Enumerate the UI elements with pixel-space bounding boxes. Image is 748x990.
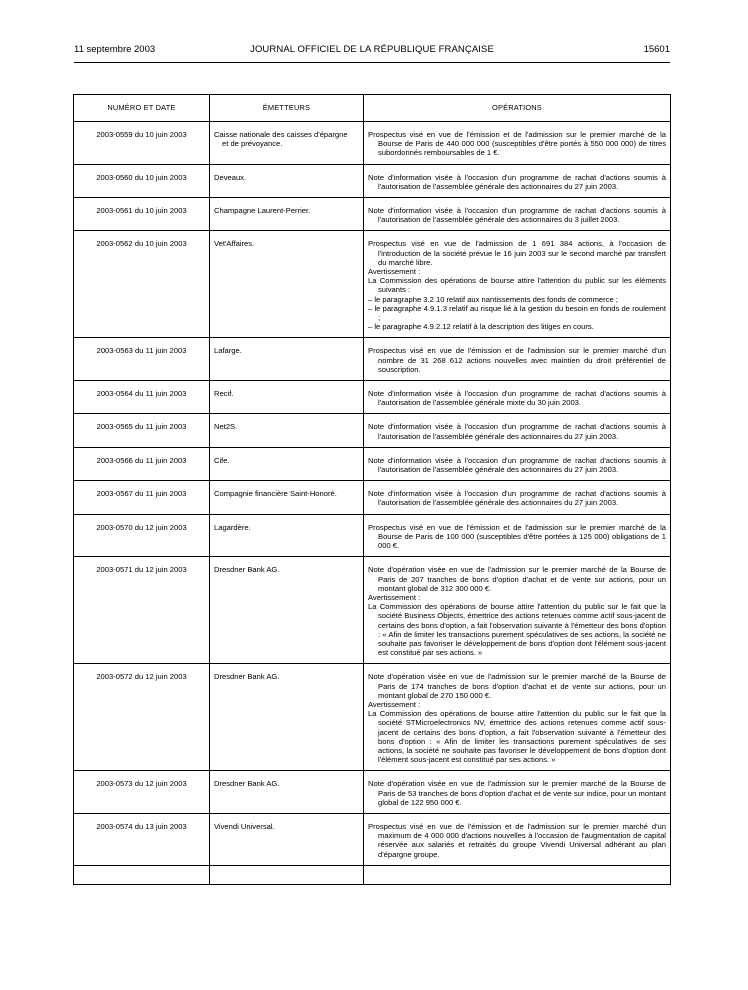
table-row bbox=[74, 122, 671, 165]
cell-issuer bbox=[210, 813, 364, 865]
issuer-line: Dresdner Bank AG. bbox=[214, 779, 280, 789]
issuer-line: Champagne Laurent-Perrier. bbox=[214, 206, 311, 216]
cell-number-date: 2003-0562 du 10 juin 2003 bbox=[74, 231, 210, 338]
cell-issuer bbox=[210, 164, 364, 197]
cell-operation bbox=[364, 481, 671, 514]
page-header bbox=[74, 44, 670, 58]
issuer-line: Dresdner Bank AG. bbox=[214, 565, 280, 575]
operation-paragraph: Note d'information visée à l'occasion d'un programme de rachat d'actions soumis à l'autorisation de l'assemblée générale des actionnaires du 27 juin 2003. bbox=[368, 489, 666, 508]
cell-issuer bbox=[210, 557, 364, 664]
cell-number-date: 2003-0559 du 10 juin 2003 bbox=[74, 122, 210, 165]
list-item: – le paragraphe 4.9.2.12 relatif à la description des litiges en cours. bbox=[368, 322, 594, 332]
warning-heading: Avertissement : bbox=[368, 592, 421, 602]
empty-cell bbox=[74, 865, 210, 884]
table-row bbox=[74, 381, 671, 414]
warning-heading: Avertissement : bbox=[368, 699, 421, 709]
cell-operation bbox=[364, 198, 671, 231]
cell-issuer bbox=[210, 447, 364, 480]
table-row bbox=[74, 514, 671, 557]
issuer-line: Net2S. bbox=[214, 422, 238, 432]
cell-issuer bbox=[210, 198, 364, 231]
operation-paragraph: Note d'information visée à l'occasion d'un programme de rachat d'actions soumis à l'autorisation de l'assemblée générale mixte du 30 juin 2003. bbox=[368, 389, 666, 408]
operation-paragraph: La Commission des opérations de bourse attire l'attention du public sur le fait que la société Business Objects, émettrice des actions retenues comme actif sous-jacent de certains des bons d'option, a fait l'observation suivante à l'émetteur des bons d'option : « Afin de limiter les transactions purement spéculatives de ses actions, la société ne souhaite pas favoriser le développement de bons d'option dont l'élément sous-jacent est constitué par ses actions. » bbox=[368, 602, 666, 658]
cell-operation bbox=[364, 514, 671, 557]
cell-number-date: 2003-0574 du 13 juin 2003 bbox=[74, 813, 210, 865]
cell-operation bbox=[364, 231, 671, 338]
cell-number-date: 2003-0563 du 11 juin 2003 bbox=[74, 338, 210, 381]
table-row bbox=[74, 198, 671, 231]
cell-operation bbox=[364, 338, 671, 381]
cell-issuer bbox=[210, 481, 364, 514]
table-row bbox=[74, 338, 671, 381]
column-header-issuers: ÉMETTEURS bbox=[210, 95, 364, 122]
operation-paragraph: La Commission des opérations de bourse attire l'attention du public sur les éléments suivants : bbox=[368, 276, 666, 295]
empty-cell bbox=[364, 865, 671, 884]
cell-operation bbox=[364, 771, 671, 814]
cell-number-date: 2003-0572 du 12 juin 2003 bbox=[74, 664, 210, 771]
list-item: – le paragraphe 4.9.1.3 relatif au risque lié à la gestion du besoin en fonds de roulement ; bbox=[368, 303, 666, 323]
operation-paragraph: Prospectus visé en vue de l'admission de 1 691 384 actions, à l'occasion de l'introduction de la société prévue le 16 juin 2003 sur le second marché par transfert du marché libre. bbox=[368, 239, 666, 267]
issuer-line: Caisse nationale des caisses d'épargne bbox=[214, 130, 348, 139]
cell-issuer bbox=[210, 414, 364, 447]
list-item: – le paragraphe 3.2.10 relatif aux nantissements des fonds de commerce ; bbox=[368, 294, 618, 304]
cell-issuer bbox=[210, 664, 364, 771]
issuer-line: Vet'Affaires. bbox=[214, 239, 255, 249]
table-header-row bbox=[74, 95, 671, 122]
issuer-line: Cife. bbox=[214, 455, 230, 465]
issuer-line: Lagardère. bbox=[214, 522, 251, 532]
cell-operation bbox=[364, 447, 671, 480]
operation-paragraph: Prospectus visé en vue de l'émission et de l'admission sur le premier marché d'un maximum de 4 000 000 d'actions nouvelles à l'occasion de l'augmentation de capital réservée aux salariés et retraités du groupe Vivendi Universal adhérant au plan d'épargne groupe. bbox=[368, 821, 666, 859]
table-row bbox=[74, 481, 671, 514]
operation-paragraph: Prospectus visé en vue de l'émission et de l'admission sur le premier marché d'un nombre de 31 268 612 actions nouvelles avec maintien du droit préférentiel de souscription. bbox=[368, 346, 666, 374]
cell-operation bbox=[364, 164, 671, 197]
table-row bbox=[74, 164, 671, 197]
empty-cell bbox=[210, 865, 364, 884]
issuer-line: Recif. bbox=[214, 389, 234, 399]
table-row bbox=[74, 664, 671, 771]
cell-number-date: 2003-0564 du 11 juin 2003 bbox=[74, 381, 210, 414]
cell-operation bbox=[364, 557, 671, 664]
operation-paragraph: Note d'opération visée en vue de l'admission sur le premier marché de la Bourse de Paris de 53 tranches de bons d'option d'achat et de vente sur indice, pour un montant global de 122 950 000 €. bbox=[368, 779, 666, 807]
table-continuation-row bbox=[74, 865, 671, 884]
cell-number-date: 2003-0561 du 10 juin 2003 bbox=[74, 198, 210, 231]
operation-paragraph: Note d'information visée à l'occasion d'un programme de rachat d'actions soumis à l'autorisation de l'assemblée générale des actionnaires du 3 juillet 2003. bbox=[368, 206, 666, 225]
cell-operation bbox=[364, 414, 671, 447]
operation-paragraph: Note d'information visée à l'occasion d'un programme de rachat d'actions soumis à l'autorisation de l'assemblée générale des actionnaires du 27 juin 2003. bbox=[368, 422, 666, 441]
cell-number-date: 2003-0573 du 12 juin 2003 bbox=[74, 771, 210, 814]
issuer-line: Lafarge. bbox=[214, 346, 242, 356]
issuer-line: Vivendi Universal. bbox=[214, 821, 275, 831]
operations-table bbox=[73, 94, 671, 885]
cell-number-date: 2003-0567 du 11 juin 2003 bbox=[74, 481, 210, 514]
table-row bbox=[74, 771, 671, 814]
cell-issuer bbox=[210, 231, 364, 338]
issuer-line: Deveaux. bbox=[214, 172, 247, 182]
cell-operation bbox=[364, 122, 671, 165]
cell-issuer bbox=[210, 381, 364, 414]
cell-operation bbox=[364, 381, 671, 414]
operation-paragraph: Note d'information visée à l'occasion d'un programme de rachat d'actions soumis à l'autorisation de l'assemblée générale des actionnaires du 27 juin 2003. bbox=[368, 172, 666, 191]
column-header-operations: OPÉRATIONS bbox=[364, 95, 671, 122]
header-title: JOURNAL OFFICIEL DE LA RÉPUBLIQUE FRANÇAISE bbox=[250, 44, 494, 55]
table-row bbox=[74, 447, 671, 480]
header-date: 11 septembre 2003 bbox=[74, 44, 156, 55]
table-row bbox=[74, 414, 671, 447]
header-page-number: 15601 bbox=[643, 44, 670, 55]
cell-operation bbox=[364, 664, 671, 771]
operation-paragraph: La Commission des opérations de bourse attire l'attention du public sur le fait que la société STMicroelectronics NV, émettrice des actions retenues comme actif sous-jacent de certains des bons d'option, a fait l'observation suivante à l'émetteur des bons d'option : « Afin de limiter les transactions purement spéculatives de ses actions, la société ne souhaite pas favoriser le développement de bons d'option dont l'élément sous-jacent est constitué par ses actions. » bbox=[368, 709, 666, 765]
operation-paragraph: Note d'opération visée en vue de l'admission sur le premier marché de la Bourse de Paris de 207 tranches de bons d'option d'achat et de vente sur actions, pour un montant global de 312 300 000 €. bbox=[368, 565, 666, 593]
operation-paragraph: Prospectus visé en vue de l'émission et de l'admission sur le premier marché de la Bourse de Paris de 100 000 (susceptibles d'être portées à 125 000) obligations de 1 000 €. bbox=[368, 522, 666, 551]
operation-paragraph: Note d'information visée à l'occasion d'un programme de rachat d'actions soumis à l'autorisation de l'assemblée générale des actionnaires du 27 juin 2003. bbox=[368, 455, 666, 475]
issuer-line: et de prévoyance. bbox=[222, 139, 283, 149]
cell-number-date: 2003-0565 du 11 juin 2003 bbox=[74, 414, 210, 447]
issuer-line: Compagnie financière Saint-Honoré. bbox=[214, 489, 337, 499]
cell-issuer bbox=[210, 122, 364, 165]
column-header-number-date: NUMÉRO ET DATE bbox=[74, 95, 210, 122]
warning-heading: Avertissement : bbox=[368, 267, 421, 277]
table-row bbox=[74, 231, 671, 338]
table-row bbox=[74, 557, 671, 664]
cell-issuer bbox=[210, 771, 364, 814]
cell-number-date: 2003-0566 du 11 juin 2003 bbox=[74, 447, 210, 480]
table-row bbox=[74, 813, 671, 865]
cell-issuer bbox=[210, 514, 364, 557]
cell-number-date: 2003-0560 du 10 juin 2003 bbox=[74, 164, 210, 197]
cell-issuer bbox=[210, 338, 364, 381]
header-rule bbox=[74, 62, 670, 63]
issuer-line: Dresdner Bank AG. bbox=[214, 672, 280, 682]
operation-paragraph: Note d'opération visée en vue de l'admission sur le premier marché de la Bourse de Paris de 174 tranches de bons d'option d'achat et de vente sur actions, pour un montant global de 270 150 000 €. bbox=[368, 672, 666, 700]
operation-paragraph: Prospectus visé en vue de l'émission et de l'admission sur le premier marché de la Bourse de Paris de 440 000 000 (susceptibles d'être portés à 550 000 000) de titres subordonnés remboursables de 1 €. bbox=[368, 130, 666, 158]
cell-number-date: 2003-0571 du 12 juin 2003 bbox=[74, 557, 210, 664]
cell-number-date: 2003-0570 du 12 juin 2003 bbox=[74, 514, 210, 557]
cell-operation bbox=[364, 813, 671, 865]
